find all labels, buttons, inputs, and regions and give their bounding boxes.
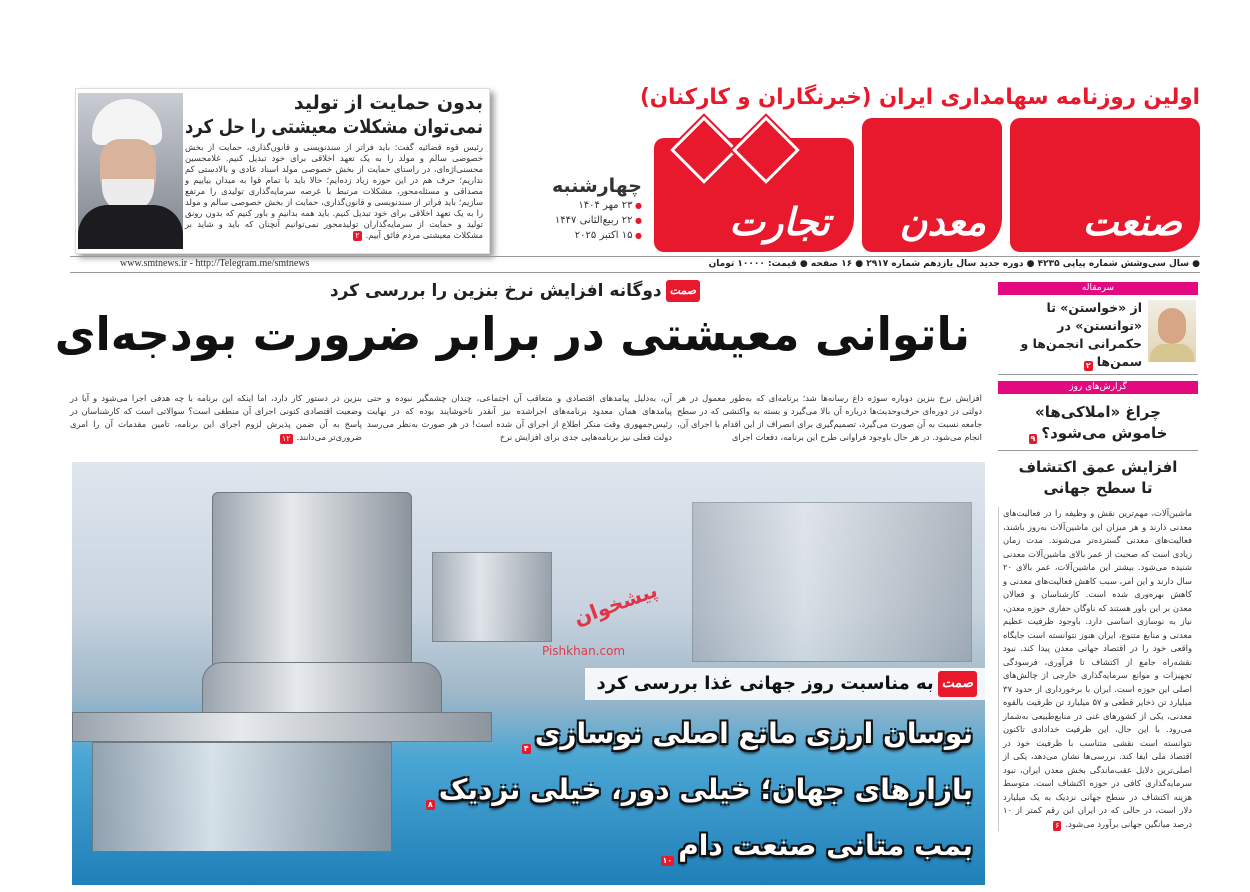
watermark-url: Pishkhan.com (542, 644, 626, 658)
mini-logo: صمت (938, 671, 977, 697)
article-column-text: بنزین در دستور کار دارد، اما اینکه این برنامه با چه هدفی اجرا می‌شود و آیا در وضعیت اقتصادی کنونی اجرای آن منطقی است؟ سوالاتی است که کارشناسان در پاسخ به آن ضمن پذیرش لزوم اجرای این برنامه، تامین مقدمات آن را امری ضروری‌تر می‌دانند. (70, 393, 362, 442)
article-column (367, 392, 672, 458)
page-ref-badge[interactable]: ۶ (1055, 821, 1060, 830)
editorial-photo (1148, 300, 1196, 362)
page-ref-badge[interactable]: ۹ (1030, 434, 1036, 443)
feature-story[interactable] (84, 826, 973, 866)
masthead-tagline: اولین روزنامه سهامداری ایران (خبرنگاران و کارکنان) (639, 85, 1200, 110)
page-ref-badge[interactable]: ۲ (1085, 361, 1091, 370)
date-solar: ● ۲۳ مهر ۱۴۰۴ (522, 199, 642, 212)
page-ref-badge[interactable]: ۱۰ (662, 856, 673, 865)
main-headline[interactable]: ناتوانی معیشتی در برابر ضرورت بودجه‌ای (54, 307, 970, 361)
feature-caption (585, 668, 985, 700)
lead-body-text: رئیس قوه قضائیه گفت: باید فراتر از سندنویسی و قانون‌گذاری، حمایت از بخش خصوصی سالم و مولد را به یک تعهد اخلاقی برای خود تبدیل کنیم. غلامحسین محسنی‌اژه‌ای، در راستای حمایت از بخش خصوصی مولد اسناد عادی و بالادستی کم نداریم؛ حرف هم در این حوزه زیاد زده‌ایم؛ حالا باید با تمام قوا به میدان بیاییم و مصداقی و مسئله‌محور، مشکلات مرتبط با عرصه سرمایه‌گذاری تولیدی را مرتفع سازیم؛ باید فراتر از سندنویسی و قانون‌گذاری، حمایت از بخش خصوصی سالم و مولد را به یک تعهد اخلاقی برای خود تبدیل کنیم. باید همه بدانیم و باور کنیم که بدون رونق تولید و حمایت از سرمایه‌گذاران تولیدمحور نمی‌توانیم آنچنان که باید و شاید بر مشکلات معیشتی مردم فائق آییم. (185, 142, 483, 240)
lead-title-line[interactable]: بدون حمایت از تولید (293, 92, 483, 114)
article-column (677, 392, 982, 458)
feature-story-title[interactable]: بازارهای جهان؛ خیلی دور، خیلی نزدیک (438, 773, 973, 806)
lead-title-line[interactable]: نمی‌توان مشکلات معیشتی را حل کرد (185, 116, 483, 138)
story-body-text: ماشین‌آلات، مهم‌ترین نقش و وظیفه را در فعالیت‌های معدنی دارند و هر میزان این ماشین‌آلات به‌روز باشند، فعالیت‌های معدنی گسترده‌تر می‌شوند. مدت زمان زیادی است که صحبت از عمر بالای ماشین‌آلات معدنی شنیده می‌شود. بیشتر این ماشین‌آلات، عمر بالای ۲۰ سال دارند و این امر، سبب کاهش فعالیت‌های معدنی و کاهش بهره‌وری شده است. کارشناسان و فعالان معدن بر این باور هستند که ناوگان حفاری حوزه معدن، نیاز به نوسازی اساسی دارد. باوجود ظرفیت عظیم معدنی و منابع متنوع، ایران هنوز نتوانسته است جایگاه واقعی خود را در اقتصاد جهانی معدن پیدا کند. نبود نقشه‌راه جامع از اکتشاف تا فرآوری، فرسودگی تجهیزات و موانع سرمایه‌گذاری خارجی از چالش‌های اصلی این حوزه است. ایران با برخورداری از حدود ۳۷ میلیارد تن ذخایر قطعی و ۵۷ میلیارد تن ظرفیت بالقوه معدنی، یکی از کشورهای غنی در منابع‌طبیعی به‌شمار می‌رود. با این حال، این ظرفیت خدادادی تاکنون نتوانسته است نقشی متناسب با ظرفیت خود در اقتصاد ملی ایفا کند. بررسی‌ها نشان می‌دهد، یکی از اصلی‌ترین دلایل عقب‌ماندگی بخش معدن ایران، نبود سرمایه‌گذاری کافی در حوزه اکتشاف است. متوسط هزینه اکتشاف در سطح جهانی نزدیک به یک میلیارد دلار است، در حالی که در ایران این رقم کمتر از ۱۰ درصد میانگین جهانی برآورد می‌شود. (1003, 508, 1192, 829)
lead-body (185, 142, 483, 241)
feature-story[interactable] (84, 770, 973, 810)
weekday: چهارشنبه (551, 175, 642, 197)
report-title (998, 394, 1198, 444)
page-ref-badge[interactable]: ۱۲ (281, 434, 291, 443)
page-ref-badge[interactable]: ۴ (523, 744, 529, 753)
lead-text (185, 91, 483, 251)
logo-word: معدن (899, 200, 986, 244)
page-ref-badge[interactable]: ۸ (427, 800, 433, 809)
mini-logo: صمت (666, 280, 701, 302)
reports-label: گزارش‌های روز (998, 381, 1198, 394)
logo-word: تجارت (729, 200, 830, 244)
editorial-item[interactable] (998, 295, 1198, 375)
editorial-label: سرمقاله (998, 282, 1198, 295)
article-column-text: آن، به‌دلیل پیامدهای اقتصادی و متعاقب آن اجتماعی، چندان چشمگیر نبوده و حتی پیامدهای همان معدود برنامه‌های اجراشده نیز آنقدر ناخوشایند بوده که در نهایت رئیس‌جمهوری وقت منکر اطلاع از اجرای آن شده است! در هر صورت به‌نظر می‌رسد دولت فعلی نیز برنامه‌هایی جدی برای افزایش نرخ (367, 393, 672, 442)
feature-image (72, 462, 985, 885)
report-item[interactable] (998, 394, 1198, 451)
editorial-title (1000, 299, 1142, 371)
newspaper-logo[interactable] (652, 118, 1200, 254)
story-body (998, 507, 1198, 831)
article-column (70, 392, 362, 458)
report-title-text: چراغ «املاکی‌ها» خاموش می‌شود؟ (1035, 403, 1168, 442)
caption-text: به مناسبت روز جهانی غذا بررسی کرد (596, 673, 934, 694)
main-kicker (215, 280, 815, 302)
issue-info: ● سال سی‌وشش شماره پیاپی ۴۲۳۵ ● دوره جدید سال یازدهم شماره ۲۹۱۷ ● ۱۶ صفحه ● قیمت: ۱۰۰۰۰ تومان (708, 259, 1200, 269)
website-links[interactable]: www.smtnews.ir - http://Telegram.me/smtnews (120, 258, 310, 269)
watermark: پیشخوان (570, 577, 661, 631)
kicker-text: دوگانه افزایش نرخ بنزین را بررسی کرد (329, 281, 662, 301)
editorial-title-text: از «خواستن» تا «توانستن» در حکمرانی انجمن‌ها و سمن‌ها (1020, 300, 1142, 369)
feature-story-title[interactable]: بمب متانی صنعت دام (678, 829, 973, 862)
feature-story[interactable] (84, 714, 973, 754)
date-lunar: ● ۲۲ ربیع‌الثانی ۱۴۴۷ (522, 214, 642, 227)
feature-story-title[interactable]: نوسان ارزی مانع اصلی نوسازی (534, 717, 973, 750)
lead-story[interactable] (75, 88, 490, 254)
logo-word: صنعت (1082, 200, 1182, 244)
page-ref-badge[interactable]: ۲ (355, 231, 360, 240)
date-gregorian: ● ۱۵ اکتبر ۲۰۲۵ (522, 229, 642, 242)
article-column-text: افزایش نرخ بنزین دوباره سوژه داغ رسانه‌ها شد؛ برنامه‌ای که به‌طور معمول در هر دولتی در دوره‌ای حرف‌وحدیث‌ها درباره آن بالا می‌گیرد و بسته به واکنشی که در سطح جامعه نسبت به آن صورت می‌گیرد، تصمیم‌گیری برای انصراف از این اقدام یا اجرای آن، انجام می‌شود. در هر حال باوجود فراوانی طرح این برنامه، دفعات اجرای (677, 393, 982, 442)
issue-date (522, 175, 642, 242)
lead-photo (78, 93, 183, 249)
sidebar (998, 282, 1198, 831)
story-title[interactable]: افزایش عمق اکتشاف تا سطح جهانی (1018, 458, 1178, 497)
